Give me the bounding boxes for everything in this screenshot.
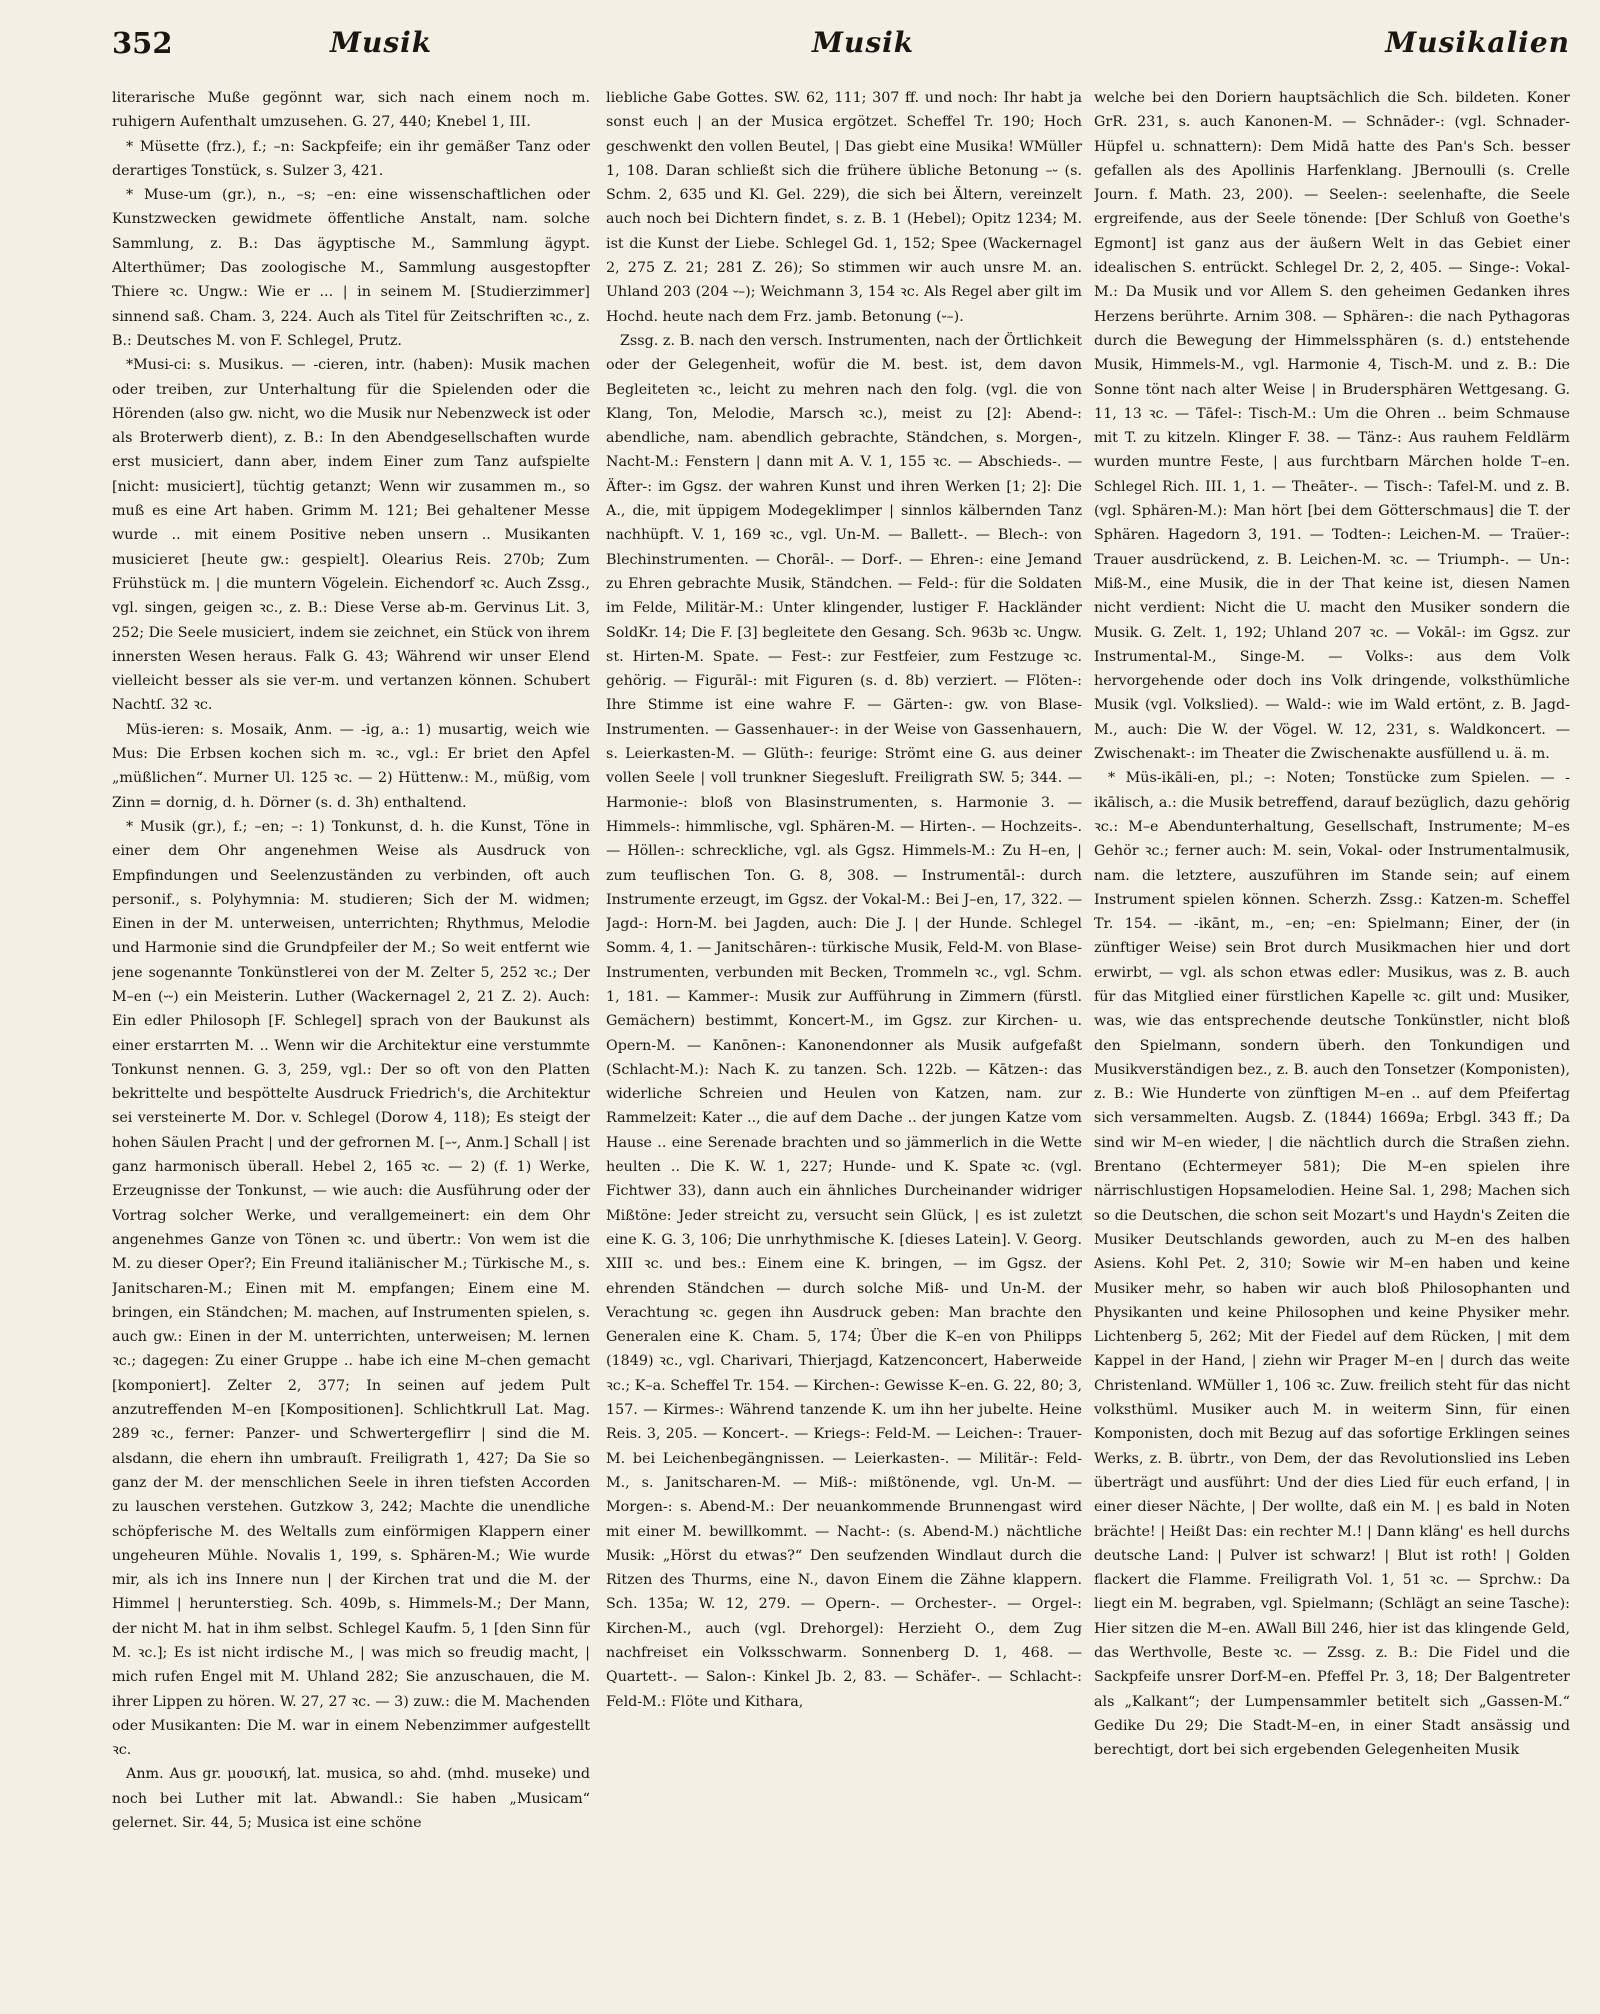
entry-musik-compounds: Zssg. z. B. nach den versch. Instrumenten, nach der Örtlichkeit oder der Gelegenheit, wofür die M. best. ist, dem davon Begleiteten ꝛc., leicht zu mehren nach den folg. (vgl. die von Klang, Ton, Melodie, Marsch ꝛc.), meist zu [2]: Abend-: abendliche, nam. abendlich gebrachte, Ständchen, s. Morgen-, Nacht-M.: Fenstern | dann mit A. V. 1, 155 ꝛc. — Abschieds-. — Äfter-: im Ggsz. der wahren Kunst und ihren Werken [1; 2]: Die A., die, mit üppigem Modegeklimper | sinnlos kälbernden Tanz nachhüpft. V. 1, 169 ꝛc., vgl. Un-M. — Ballett-. — Blech-: von Blechinstrumenten. — Chorāl-. — Dorf-. — Ehren-: eine Jemand zu Ehren gebrachte Musik, Ständchen. — Feld-: für die Soldaten im Felde, Militär-M.: Unter klingender, lustiger F. Hackländer SoldKr. 14; Die F. [3] begleitete den Gesang. Sch. 963b ꝛc. Ungw. st. Hirten-M. Spate. — Fest-: zur Festfeier, zum Festzuge ꝛc. gehörig. — Figurāl-: mit Figuren (s. d. 8b) verziert. — Flöten-: Ihre Stimme ist eine wahre F. — Gärten-: gw. von Blase-Instrumenten. — Gassenhauer-: in der Weise von Gassenhauern, s. Leierkasten-M. — Glüth-: feurige: Strömt eine G. aus deiner vollen Seele | voll trunkner Siegesluft. Freiligrath SW. 5; 344. — Harmonie-: bloß von Blasinstrumenten, s. Harmonie 3. — Himmels-: himmlische, vgl. Sphären-M. — Hirten-. — Hochzeits-. — Höllen-: schreckliche, vgl. als Ggsz. Himmels-M.: Zu H–en, | zum teuflischen Ton. G. 8, 308. — Instrumentāl-: durch Instrumente erzeugt, im Ggsz. der Vokal-M.: Bei J–en, 17, 322. — Jagd-: Horn-M. bei Jagden, auch: Die J. | der Hunde. Schlegel Somm. 4, 1. — Janitschāren-: türkische Musik, Feld-M. von Blase-Instrumenten, verbunden mit Becken, Trommeln ꝛc., vgl. Schm. 1, 181. — Kammer-: Musik zur Aufführung in Zimmern (fürstl. Gemächern) bestimmt, Koncert-M., im Ggsz. zur Kirchen- u. Opern-M. — Kanōnen-: Kanonendonner als Musik aufgefaßt (Schlacht-M.): Nach K. zu tanzen. Sch. 122b. — Kātzen-: das widerliche Schreien und Heulen von Katzen, nam. zur Rammelzeit: Kater .., die auf dem Dache .. der jungen Katze vom Hause .. eine Serenade brachten und so jämmerlich in die Wette heulten .. Die K. W. 1, 227; Hunde- und K. Spate ꝛc. (vgl. Fichtwer 33), dann auch ein ähnliches Durcheinander widriger Mißtöne: Jeder streicht zu, versucht sein Glück, | es ist zuletzt eine K. G. 3, 106; Die unrhythmische K. [dieses Latein]. V. Georg. XIII ꝛc. und bes.: Einem eine K. bringen, — im Ggsz. der ehrenden Ständchen — durch solche Miß- und Un-M. der Verachtung ꝛc. gegen ihn Ausdruck geben: Man brachte den Generalen eine K. Cham. 5, 174; Über die K–en von Philipps (1849) ꝛc., vgl. Charivari, Thierjagd, Katzenconcert, Haberweide ꝛc.; K–a. Scheffel Tr. 154. — Kirchen-: Gewisse K–en. G. 22, 80; 3, 157. — Kirmes-: Während tanzende K. um ihn her jubelte. Heine Reis. 3, 205. — Koncert-. — Kriegs-: Feld-M. — Leichen-: Trauer-M. bei Leichenbegängnissen. — Leierkasten-. — Militär-: Feld-M., s. Janitscharen-M. — Miß-: mißtönende, vgl. Un-M. — Morgen-: s. Abend-M.: Der neuankommende Brunnengast wird mit einer M. bewillkommt. — Nacht-: (s. Abend-M.) nächtliche Musik: „Hörst du etwas?“ Den seufzenden Windlaut durch die Ritzen des Thurms, eine N., davon Einem die Zähne klappern. Sch. 135a; W. 12, 279. — Opern-. — Orchester-. — Orgel-: Kirchen-M., auch (vgl. Drehorgel): Herzieht O., dem Zug nachfreiset ein Volksschwarm. Sonnenberg D. 1, 468. — Quartett-. — Salon-: Kinkel Jb. 2, 83. — Schäfer-. — Schlacht-: Feld-M.: Flöte und Kithara, xyxy=(606,332,1082,1710)
entry-musig: Müs-ieren: s. Mosaik, Anm. — -ig, a.: 1) musartig, weich wie Mus: Die Erbsen kochen sich m. ꝛc., vgl.: Er briet den Apfel „müßlichen“. Murner Ul. 125 ꝛc. — 2) Hüttenw.: M., müßig, vom Zinn = dornig, d. h. Dörner (s. d. 3h) enthaltend. xyxy=(112,721,590,811)
entry-musikalien: * Müs-ikāli-en, pl.; –: Noten; Tonstücke zum Spielen. — -ikālisch, a.: die Musik betreffend, darauf bezüglich, dazu gehörig ꝛc.: M–e Abendunterhaltung, Gesellschaft, Instrumente; M–es Gehör ꝛc.; ferner auch: M. sein, Vokal- oder Instrumentalmusik, nam. die letztere, auszuführen im Stande sein; auf einem Instrument spielen können. Scherzh. Zssg.: Katzen-m. Scheffel Tr. 154. — -ikānt, m., –en; –en: Spielmann; Einer, der (in zünftiger Weise) sein Brot durch Musikmachen hier und dort erwirbt, — vgl. als schon etwas edler: Musikus, was z. B. auch für das Mitglied einer fürstlichen Kapelle ꝛc. gilt und: Musiker, was, wie das entsprechende deutsche Tonkünstler, nicht bloß den Spielmann, sondern überh. den Tonkundigen und Musikverständigen bez., z. B. auch den Tonsetzer (Komponisten), z. B.: Wie Hunderte von zünftigen M–en .. auf dem Pfeifertag sich versammelten. Augsb. Z. (1844) 1669a; Erbgl. 343 ff.; Da sind wir M–en wieder, | die nächtlich durch die Straßen ziehn. Brentano (Echtermeyer 581); Die M–en spielen ihre närrischlustigen Hopsamelodien. Heine Sal. 1, 298; Machen sich so die Deutschen, die schon seit Mozart's und Haydn's Zeiten die Musiker Deutschlands geworden, auch zu M–en des halben Asiens. Kohl Pet. 2, 310; Sowie wir M–en haben und keine Musiker mehr, so haben wir auch bloß Philosophanten und Physikanten und keine Philosophen und keine Physiker mehr. Lichtenberg 5, 262; Mit der Fiedel auf dem Rücken, | mit dem Kappel in der Hand, | ziehn wir Prager M–en | durch das weite Christenland. WMüller 1, 106 ꝛc. Zuw. freilich steht für das nicht volksthüml. Musiker auch M. in weiterm Sinn, für einen Komponisten, doch mit Bezug auf das sofortige Erklingen seines Werks, z. B. übrtr., von Dem, der das Revolutionslied ins Leben überträgt und ausführt: Und der dies Lied für euch erfand, | in einer dieser Nächte, | Der wollte, daß ein M. | es bald in Noten brächte! | Heißt Das: ein rechter M.! | Dann kläng' es hell durchs deutsche Land: | Pulver ist schwarz! | Blut ist roth! | Golden flackert die Flamme. Freiligrath Vol. 1, 51 ꝛc. — Sprchw.: Da liegt ein M. begraben, vgl. Spielmann; (Schlägt an seine Tasche): Hier sitzen die M–en. AWall Bill 246, hier ist das klingende Geld, das Werthvolle, Beste ꝛc. — Zssg. z. B.: Die Fidel und die Sackpfeife unsrer Dorf-M–en. Pfeffel Pr. 3, 18; Der Balgentreter als „Kalkant“; der Lumpensammler betitelt sich „Gassen-M.“ Gedike Du 29; Die Stadt-M–en, in einer Stadt ansässig und berechtigt, dort bei sich ergebenden Gelegenheiten Musik xyxy=(1094,770,1570,1759)
entry-musicieren: *Musi-ci: s. Musikus. — -cieren, intr. (haben): Musik machen oder treiben, zur Unterhaltung für die Spielenden oder die Hörenden (also gw. nicht, wo die Musik nur Nebenzweck ist oder als Broterwerb dient), z. B.: In den Abendgesellschaften wurde erst musiciert, dann aber, indem Einer zum Tanz aufspielte [nicht: musiciert], tüchtig getanzt; Wenn wir zusammen m., so muß es eine Art haben. Grimm M. 121; Bei gehaltener Messe wurde .. mit einem Positive neben unsern .. Musikanten musicieret [heute gw.: gespielt]. Olearius Reis. 270b; Zum Frühstück m. | die muntern Vögelein. Eichendorf ꝛc. Auch Zssg., vgl. singen, geigen ꝛc., z. B.: Diese Verse ab-m. Gervinus Lit. 3, 252; Die Seele musiciert, indem sie zeichnet, ein Stück von ihrem innersten Wesen heraus. Falk G. 43; Während wir unser Elend vielleicht besser als sie ver-m. und vertanzen können. Schubert Nachtſ. 32 ꝛc. xyxy=(112,357,590,714)
text-column-3 xyxy=(1094,86,1570,1996)
entry-musik: * Musik (gr.), f.; –en; –: 1) Tonkunst, d. h. die Kunst, Töne in einer dem Ohr angenehmen Weise als Ausdruck von Empfindungen und Seelenzuständen zu verbinden, oft auch personif., s. Polyhymnia: M. studieren; Sich der M. widmen; Einen in der M. unterweisen, unterrichten; Rhythmus, Melodie und Harmonie sind die Grundpfeiler der M.; So weit entfernt wie jene sogenannte Tonkünstlerei von der M. Zelter 5, 252 ꝛc.; Der M–en (⏑⏑) ein Meisterin. Luther (Wackernagel 2, 21 Z. 2). Auch: Ein edler Philosoph [F. Schlegel] sprach von der Baukunst als einer erstarrten M. .. Wenn wir die Architektur eine verstummte Tonkunst nennen. G. 3, 259, vgl.: Der so oft von den Platten bekrittelte und bespöttelte Ausdruck Friedrich's, die Architektur sei versteinerte M. Dor. v. Schlegel (Dorow 4, 118); Es steigt der hohen Säulen Pracht | und der gefrornen M. [–⏑, Anm.] Schall | ist ganz harmonisch überall. Hebel 2, 165 ꝛc. — 2) (f. 1) Werke, Erzeugnisse der Tonkunst, — wie auch: die Ausführung oder der Vortrag solcher Werke, und verallgemeinert: ein dem Ohr angenehmes Ganze von Tönen ꝛc. und übertr.: Von wem ist die M. zu dieser Oper?; Ein Freund italiänischer M.; Türkische M., s. Janitscharen-M.; Einen mit M. empfangen; Einem eine M. bringen, ein Ständchen; M. machen, auf Instrumenten spielen, s. auch gw.: Einen in der M. unterrichten, unterweisen; M. lernen ꝛc.; dagegen: Zu einer Gruppe .. habe ich eine M–chen gemacht [komponiert]. Zelter 2, 377; In seinen auf jedem Pult anzutreffenden M–en [Kompositionen]. Schlichtkrull Lat. Mag. 289 ꝛc., ferner: Panzer- und Schwertergeflirr | sind die M. alsdann, die ehern ihn umbrauſt. Freiligrath 1, 427; Da Sie so ganz der M. der menschlichen Seele in ihren tiefsten Accorden zu lauschen verstehen. Gutzkow 3, 242; Machte die unendliche schöpferische M. des Weltalls zum einförmigen Klappern einer ungeheuren Mühle. Novalis 1, 199, s. Sphären-M.; Wie wurde mir, als ich ins Innere nun | der Kirchen trat und die M. der Himmel | herunterstieg. Sch. 409b, s. Himmels-M.; Der Mann, der nicht M. hat in ihm selbst. Schlegel Kaufm. 5, 1 [den Sinn für M. ꝛc.]; Es ist nicht irdische M., | was mich so freudig macht, | mich rufen Engel mit M. Uhland 282; Sie anzuschauen, die M. ihrer Lippen zu hören. W. 27, 27 ꝛc. — 3) zuw.: die M. Machenden oder Musikanten: Die M. war in einem Nebenzimmer aufgestellt ꝛc. xyxy=(112,818,590,1759)
entry-paragraph: liebliche Gabe Gottes. SW. 62, 111; 307 ff. und noch: Ihr habt ja sonst euch | an der Musica ergötzet. Scheffel Tr. 190; Hoch geschwenkt den vollen Beutel, | Das giebt eine Musika! WMüller 1, 108. Daran schließt sich die frühere übliche Betonung –⏑ (s. Schm. 2, 635 und Kl. Gel. 229), die sich bei Ältern, vereinzelt auch noch bei Dichtern findet, s. z. B. 1 (Hebel); Opitz 1234; M. ist die Kunst der Liebe. Schlegel Gd. 1, 152; Spee (Wackernagel 2, 275 Z. 21; 281 Z. 26); So stimmen wir auch unsre M. an. Uhland 203 (204 ⏑–); Weichmann 3, 154 ꝛc. Als Regel aber gilt im Hochd. heute nach dem Frz. jamb. Betonung (⏑–). xyxy=(606,90,1082,325)
entry-musik-anm: Anm. Aus gr. μουσική, lat. musica, so ahd. (mhd. museke) und noch bei Luther mit lat. Abwandl.: Sie haben „Musicam“ gelernet. Sir. 44, 5; Musica ist eine schöne xyxy=(112,1766,590,1832)
entry-musette: * Müsette (frz.), f.; –n: Sackpfeife; ein ihr gemäßer Tanz oder derartiges Tonstück, s. Sulzer 3, 421. xyxy=(112,138,590,179)
entry-museum: * Muse-um (gr.), n., –s; –en: eine wissenschaftlichen oder Kunstzwecken gewidmete öffentliche Anstalt, nam. solche Sammlung, z. B.: Das ägyptische M., Sammlung ägypt. Alterthümer; Das zoologische M., Sammlung ausgestopfter Thiere ꝛc. Ungw.: Wie er ... | in seinem M. [Studierzimmer] sinnend saß. Cham. 3, 224. Auch als Titel für Zeitschriften ꝛc., z. B.: Deutsches M. von F. Schlegel, Prutz. xyxy=(112,187,590,349)
page-header xyxy=(112,26,1570,82)
running-head-right: Musikalien xyxy=(1385,26,1570,59)
text-column-2 xyxy=(606,86,1082,1996)
text-column-1 xyxy=(112,86,590,1996)
entry-paragraph: welche bei den Doriern hauptsächlich die Sch. bildeten. Koner GrR. 231, s. auch Kanonen-M. — Schnāder-: (vgl. Schnader-Hüpfel u. schnattern): Dem Midā hatte des Pan's Sch. besser gefallen als des Apollinis Harfenklang. JBernoulli (s. Crelle Journ. f. Math. 23, 200). — Seelen-: seelenhafte, die Seele ergreifende, aus der Seele tönende: [Der Schluß von Goethe's Egmont] ist ganz aus der äußern Welt in das Gebiet einer idealischen S. entrückt. Schlegel Dr. 2, 2, 405. — Singe-: Vokal-M.: Da Musik und vor Allem S. den geheimen Gedanken ihres Herzens berührte. Arnim 308. — Sphären-: die nach Pythagoras durch die Bewegung der Himmelssphären (s. d.) entstehende Musik, Himmels-M., vgl. Harmonie 4, Tisch-M. und z. B.: Die Sonne tönt nach alter Weise | in Brudersphären Wettgesang. G. 11, 13 ꝛc. — Tāfel-: Tisch-M.: Um die Ohren .. beim Schmause mit T. zu kitzeln. Klinger F. 38. — Tänz-: Aus rauhem Feldlärm wurden muntre Feste, | aus furchtbarn Märchen holde T–en. Schlegel Rich. III. 1, 1. — Theāter-. — Tisch-: Tafel-M. und z. B. (vgl. Sphären-M.): Man hört [bei dem Götterschmaus] die T. der Sphären. Hagedorn 3, 191. — Todten-: Leichen-M. — Traüer-: Trauer ausdrückend, z. B. Leichen-M. ꝛc. — Triumph-. — Un-: Miß-M., eine Musik, die in der That keine ist, diesen Namen nicht verdient: Nicht die U. macht den Musiker sondern die Musik. G. Zelt. 1, 192; Uhland 207 ꝛc. — Vokāl-: im Ggsz. zur Instrumental-M., Singe-M. — Volks-: aus dem Volk hervorgehende oder doch ins Volk dringende, volksthümliche Musik (vgl. Volkslied). — Wald-: wie im Wald ertönt, z. B. Jagd-M., auch: Die W. der Vögel. W. 12, 231, s. Waldkoncert. — Zwischenakt-: im Theater die Zwischenakte ausfüllend u. ä. m. xyxy=(1094,90,1570,763)
page-number: 352 xyxy=(112,26,173,60)
running-head-center: Musik xyxy=(812,26,915,59)
running-head-left: Musik xyxy=(330,26,433,59)
entry-paragraph: literarische Muße gegönnt war, sich nach einem noch m. ruhigern Aufenthalt umzusehen. G. 27, 440; Knebel 1, III. xyxy=(112,90,590,131)
